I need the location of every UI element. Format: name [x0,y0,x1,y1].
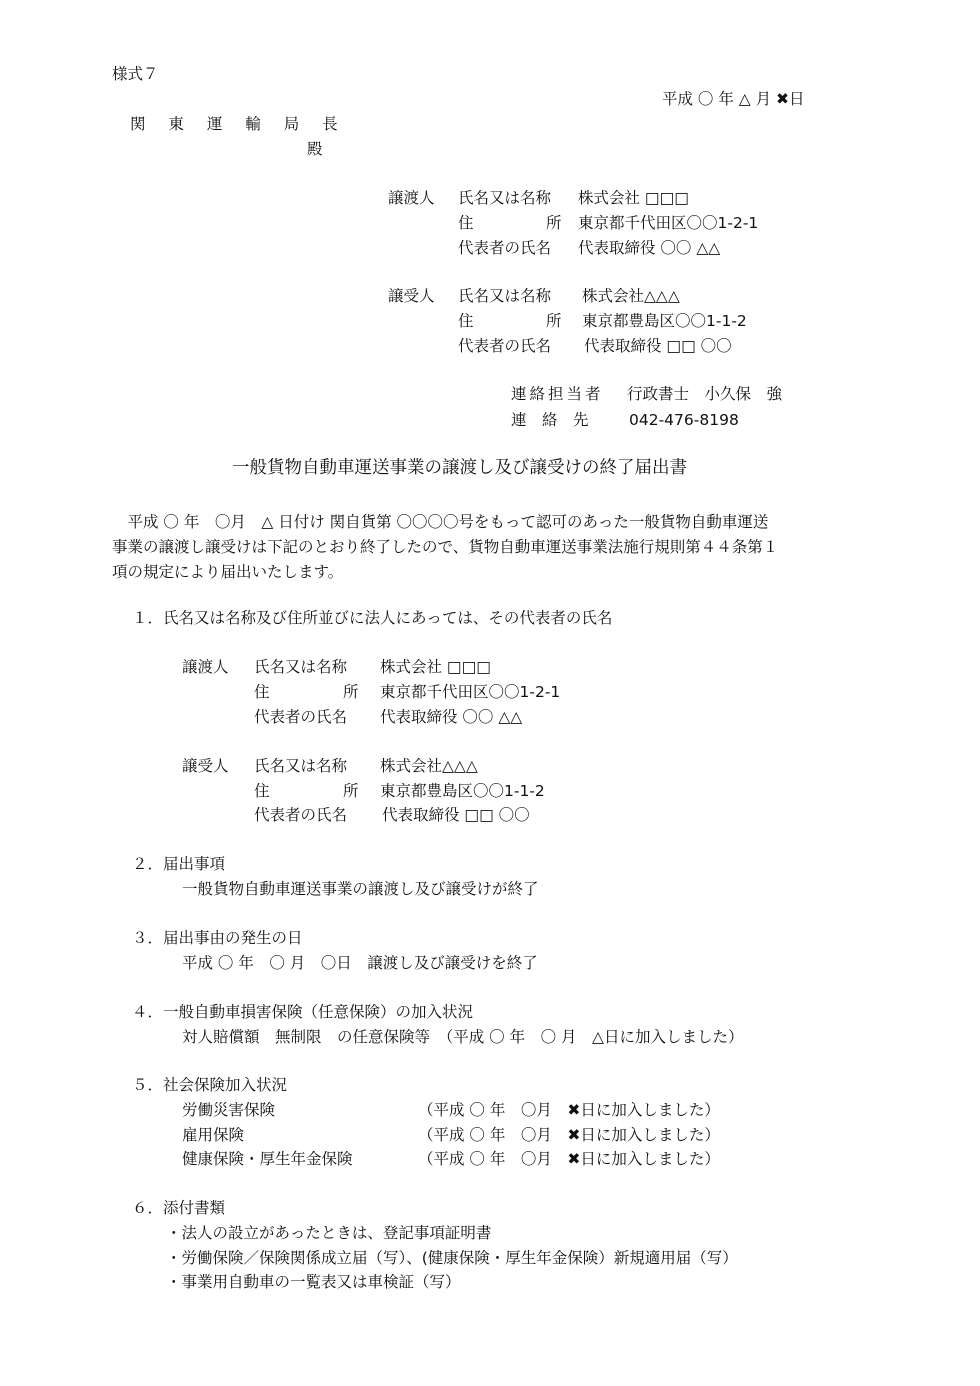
name-label: 氏名又は名称 [458,287,552,305]
rep-value: 代表取締役 □□ 〇〇 [584,337,732,355]
honorific: 殿 [307,140,323,158]
addressee: 関 東 運 輸 局 長 [130,115,347,133]
contact-phone-label: 連 絡 先 [511,411,589,429]
insurance-status: （平成 〇 年 〇月 ✖日に加入しました） [418,1101,720,1119]
section-5-heading: ５．社会保険加入状況 [132,1076,288,1094]
insurance-status: （平成 〇 年 〇月 ✖日に加入しました） [418,1150,720,1168]
contact-person-label: 連絡担当者 [511,385,604,403]
intro-line: 項の規定により届出いたします。 [112,563,344,581]
name-label: 氏名又は名称 [254,757,348,775]
rep-label: 代表者の氏名 [254,806,348,824]
address-label-1: 住 [458,214,474,232]
address-value: 東京都豊島区〇〇1-1-2 [380,782,545,800]
section-4-heading: ４．一般自動車損害保険（任意保険）の加入状況 [132,1003,474,1021]
contact-phone-value: 042-476-8198 [629,411,739,429]
contact-person-value: 行政書士 小久保 強 [627,385,783,403]
intro-paragraph [112,510,882,585]
name-value: 株式会社△△△ [582,287,680,305]
rep-label: 代表者の氏名 [458,337,552,355]
intro-line: 平成 〇 年 〇月 △ 日付け 関自貨第 〇〇〇〇号をもって認可のあった一般貨物自動車運送 [112,513,769,531]
rep-label: 代表者の氏名 [458,239,552,257]
attachment-item: ・事業用自動車の一覧表又は車検証（写） [166,1273,461,1291]
rep-value: 代表取締役 □□ 〇〇 [382,806,530,824]
section-2-body: 一般貨物自動車運送事業の譲渡し及び譲受けが終了 [182,880,539,898]
address-label-1: 住 [254,683,270,701]
insurance-status: （平成 〇 年 〇月 ✖日に加入しました） [418,1126,720,1144]
form-label: 様式７ [112,65,159,83]
name-label: 氏名又は名称 [458,189,552,207]
address-value: 東京都千代田区〇〇1-2-1 [578,214,759,232]
name-label: 氏名又は名称 [254,658,348,676]
transferee-role: 譲受人 [388,287,435,305]
address-value: 東京都千代田区〇〇1-2-1 [380,683,561,701]
document-date: 平成 〇 年 △ 月 ✖日 [662,90,805,108]
section-3-heading: ３．届出事由の発生の日 [132,929,303,947]
section-4-body: 対人賠償額 無制限 の任意保険等 （平成 〇 年 〇 月 △日に加入しました） [182,1028,744,1046]
address-label-2: 所 [343,782,359,800]
section-1-heading: １．氏名又は名称及び住所並びに法人にあっては、その代表者の氏名 [132,609,613,627]
attachment-item: ・法人の設立があったときは、登記事項証明書 [166,1224,492,1242]
rep-label: 代表者の氏名 [254,708,348,726]
address-label-2: 所 [343,683,359,701]
address-value: 東京都豊島区〇〇1-1-2 [582,312,747,330]
name-value: 株式会社△△△ [380,757,478,775]
address-label-2: 所 [546,214,562,232]
address-label-2: 所 [546,312,562,330]
rep-value: 代表取締役 〇〇 △△ [578,239,721,257]
transferor-role: 譲渡人 [388,189,435,207]
address-label-1: 住 [254,782,270,800]
insurance-name: 雇用保険 [182,1126,245,1144]
address-label-1: 住 [458,312,474,330]
name-value: 株式会社 □□□ [578,189,689,207]
section-3-body: 平成 〇 年 〇 月 〇日 譲渡し及び譲受けを終了 [182,954,538,972]
intro-line: 事業の譲渡し譲受けは下記のとおり終了したので、貨物自動車運送事業法施行規則第４４条第１ [112,538,779,556]
name-value: 株式会社 □□□ [380,658,491,676]
section-6-heading: ６．添付書類 [132,1199,226,1217]
insurance-name: 健康保険・厚生年金保険 [182,1150,353,1168]
document-title: 一般貨物自動車運送事業の譲渡し及び譲受けの終了届出書 [232,458,687,478]
section-2-heading: ２．届出事項 [132,855,226,873]
attachment-item: ・労働保険／保険関係成立届（写）、(健康保険・厚生年金保険）新規適用届（写） [166,1249,738,1267]
rep-value: 代表取締役 〇〇 △△ [380,708,523,726]
insurance-name: 労働災害保険 [182,1101,276,1119]
transferor-role: 譲渡人 [182,658,229,676]
transferee-role: 譲受人 [182,757,229,775]
